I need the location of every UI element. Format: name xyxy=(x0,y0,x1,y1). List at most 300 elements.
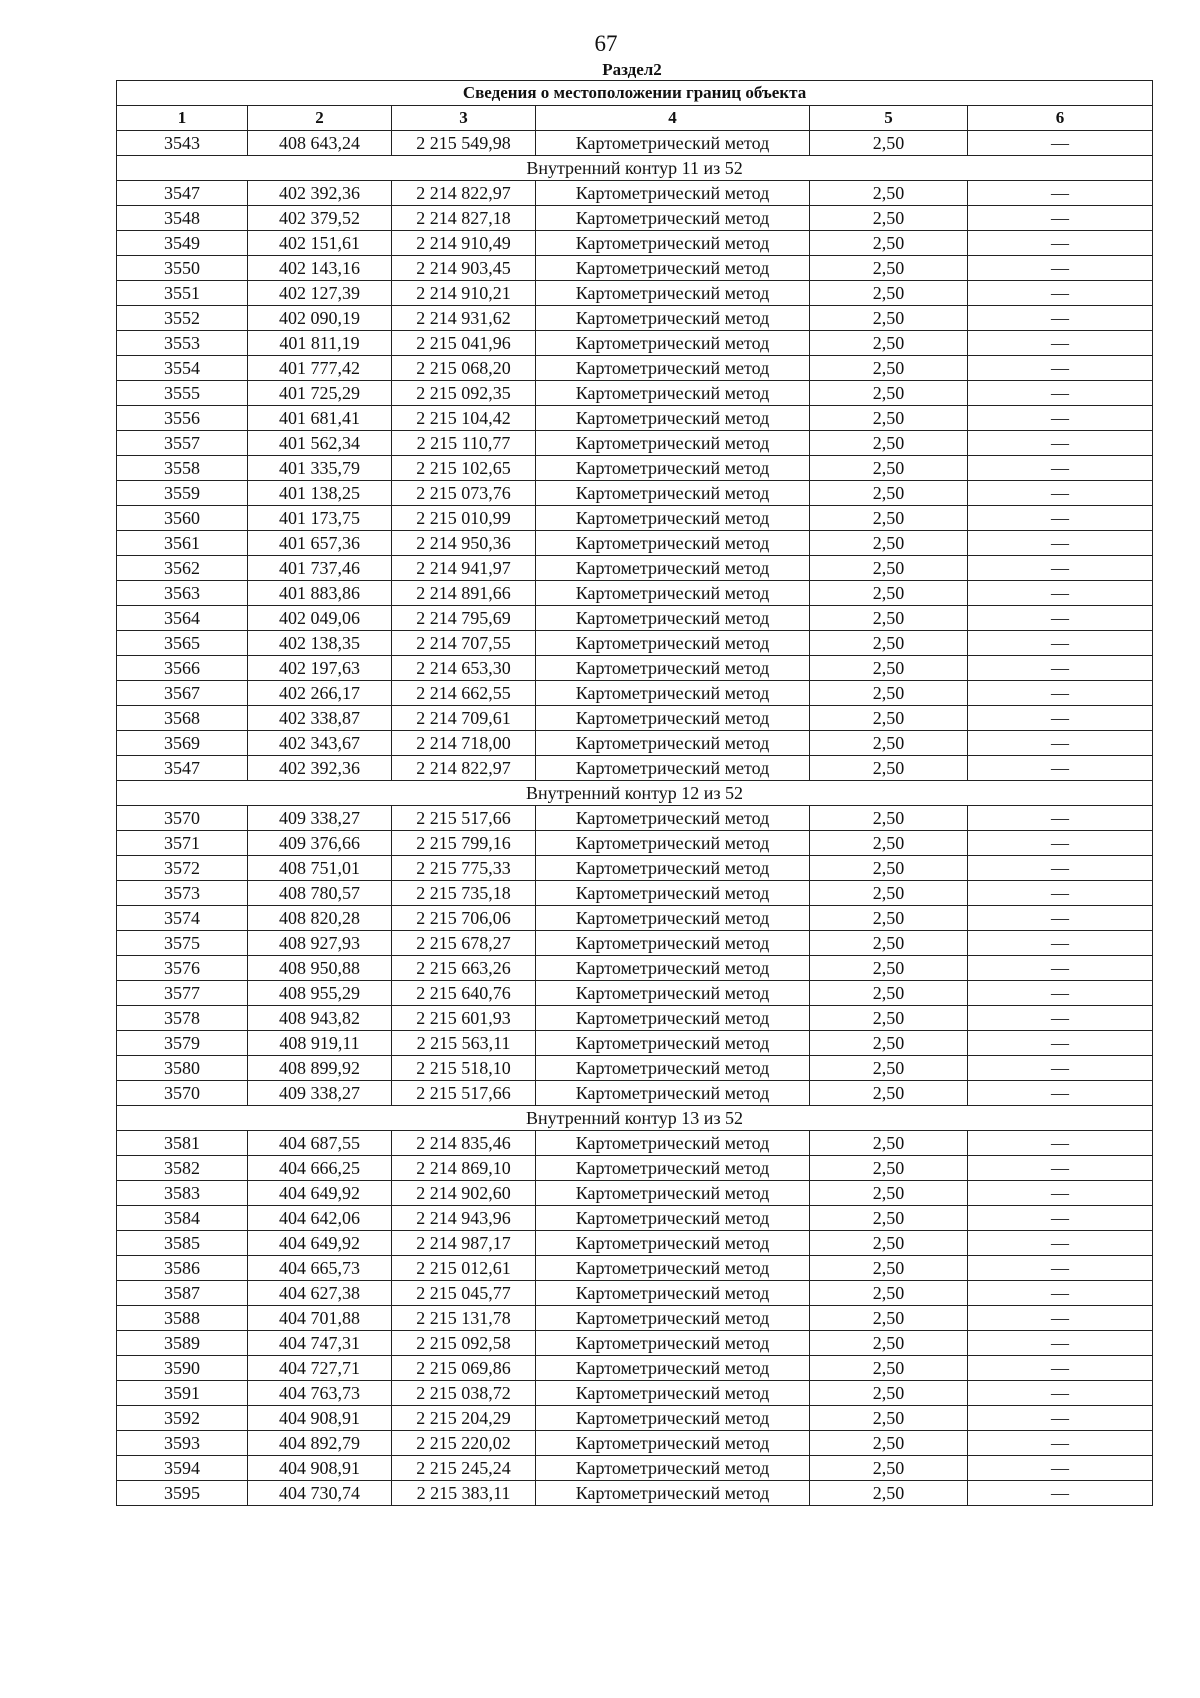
point-number-cell: 3582 xyxy=(117,1156,248,1181)
accuracy-cell: 2,50 xyxy=(810,956,968,981)
accuracy-cell: 2,50 xyxy=(810,1206,968,1231)
y-coordinate-cell: 2 215 068,20 xyxy=(392,356,536,381)
table-row xyxy=(117,581,1153,606)
description-cell: — xyxy=(968,906,1153,931)
table-row xyxy=(117,931,1153,956)
table-row xyxy=(117,756,1153,781)
table-row xyxy=(117,1006,1153,1031)
accuracy-cell: 2,50 xyxy=(810,1306,968,1331)
y-coordinate-cell: 2 215 245,24 xyxy=(392,1456,536,1481)
accuracy-cell: 2,50 xyxy=(810,1331,968,1356)
method-cell: Картометрический метод xyxy=(536,856,810,881)
accuracy-cell: 2,50 xyxy=(810,1156,968,1181)
y-coordinate-cell: 2 215 601,93 xyxy=(392,1006,536,1031)
method-cell: Картометрический метод xyxy=(536,1256,810,1281)
description-cell: — xyxy=(968,1306,1153,1331)
table-row xyxy=(117,1056,1153,1081)
x-coordinate-cell: 401 138,25 xyxy=(248,481,392,506)
x-coordinate-cell: 402 338,87 xyxy=(248,706,392,731)
accuracy-cell: 2,50 xyxy=(810,256,968,281)
method-cell: Картометрический метод xyxy=(536,706,810,731)
x-coordinate-cell: 401 811,19 xyxy=(248,331,392,356)
x-coordinate-cell: 408 955,29 xyxy=(248,981,392,1006)
table-row xyxy=(117,281,1153,306)
description-cell: — xyxy=(968,1281,1153,1306)
description-cell: — xyxy=(968,706,1153,731)
accuracy-cell: 2,50 xyxy=(810,231,968,256)
point-number-cell: 3566 xyxy=(117,656,248,681)
method-cell: Картометрический метод xyxy=(536,631,810,656)
y-coordinate-cell: 2 214 987,17 xyxy=(392,1231,536,1256)
method-cell: Картометрический метод xyxy=(536,506,810,531)
accuracy-cell: 2,50 xyxy=(810,856,968,881)
x-coordinate-cell: 408 751,01 xyxy=(248,856,392,881)
description-cell: — xyxy=(968,806,1153,831)
description-cell: — xyxy=(968,1231,1153,1256)
y-coordinate-cell: 2 215 518,10 xyxy=(392,1056,536,1081)
table-row xyxy=(117,1281,1153,1306)
method-cell: Картометрический метод xyxy=(536,256,810,281)
description-cell: — xyxy=(968,1456,1153,1481)
accuracy-cell: 2,50 xyxy=(810,131,968,156)
description-cell: — xyxy=(968,656,1153,681)
point-number-cell: 3584 xyxy=(117,1206,248,1231)
accuracy-cell: 2,50 xyxy=(810,581,968,606)
method-cell: Картометрический метод xyxy=(536,731,810,756)
accuracy-cell: 2,50 xyxy=(810,1356,968,1381)
description-cell: — xyxy=(968,1156,1153,1181)
y-coordinate-cell: 2 214 903,45 xyxy=(392,256,536,281)
table-row xyxy=(117,1306,1153,1331)
table-row xyxy=(117,1156,1153,1181)
method-cell: Картометрический метод xyxy=(536,456,810,481)
point-number-cell: 3580 xyxy=(117,1056,248,1081)
table-row xyxy=(117,256,1153,281)
x-coordinate-cell: 402 379,52 xyxy=(248,206,392,231)
x-coordinate-cell: 408 950,88 xyxy=(248,956,392,981)
x-coordinate-cell: 404 892,79 xyxy=(248,1431,392,1456)
method-cell: Картометрический метод xyxy=(536,356,810,381)
method-cell: Картометрический метод xyxy=(536,1056,810,1081)
y-coordinate-cell: 2 214 950,36 xyxy=(392,531,536,556)
x-coordinate-cell: 402 090,19 xyxy=(248,306,392,331)
accuracy-cell: 2,50 xyxy=(810,1281,968,1306)
table-row xyxy=(117,606,1153,631)
description-cell: — xyxy=(968,181,1153,206)
description-cell: — xyxy=(968,231,1153,256)
description-cell: — xyxy=(968,1431,1153,1456)
column-number-row xyxy=(117,106,1153,131)
x-coordinate-cell: 401 562,34 xyxy=(248,431,392,456)
accuracy-cell: 2,50 xyxy=(810,831,968,856)
method-cell: Картометрический метод xyxy=(536,756,810,781)
x-coordinate-cell: 408 820,28 xyxy=(248,906,392,931)
point-number-cell: 3553 xyxy=(117,331,248,356)
point-number-cell: 3570 xyxy=(117,1081,248,1106)
table-row xyxy=(117,1406,1153,1431)
method-cell: Картометрический метод xyxy=(536,1181,810,1206)
accuracy-cell: 2,50 xyxy=(810,1456,968,1481)
y-coordinate-cell: 2 215 563,11 xyxy=(392,1031,536,1056)
accuracy-cell: 2,50 xyxy=(810,756,968,781)
method-cell: Картометрический метод xyxy=(536,1031,810,1056)
method-cell: Картометрический метод xyxy=(536,206,810,231)
accuracy-cell: 2,50 xyxy=(810,1481,968,1506)
y-coordinate-cell: 2 215 073,76 xyxy=(392,481,536,506)
table-row xyxy=(117,831,1153,856)
y-coordinate-cell: 2 214 891,66 xyxy=(392,581,536,606)
description-cell: — xyxy=(968,1031,1153,1056)
column-number: 5 xyxy=(810,106,968,131)
point-number-cell: 3570 xyxy=(117,806,248,831)
table-row xyxy=(117,1256,1153,1281)
table-row xyxy=(117,1356,1153,1381)
point-number-cell: 3579 xyxy=(117,1031,248,1056)
y-coordinate-cell: 2 215 092,58 xyxy=(392,1331,536,1356)
y-coordinate-cell: 2 215 517,66 xyxy=(392,1081,536,1106)
accuracy-cell: 2,50 xyxy=(810,456,968,481)
method-cell: Картометрический метод xyxy=(536,231,810,256)
accuracy-cell: 2,50 xyxy=(810,606,968,631)
accuracy-cell: 2,50 xyxy=(810,181,968,206)
method-cell: Картометрический метод xyxy=(536,181,810,206)
y-coordinate-cell: 2 214 827,18 xyxy=(392,206,536,231)
point-number-cell: 3577 xyxy=(117,981,248,1006)
point-number-cell: 3591 xyxy=(117,1381,248,1406)
description-cell: — xyxy=(968,556,1153,581)
method-cell: Картометрический метод xyxy=(536,581,810,606)
description-cell: — xyxy=(968,731,1153,756)
point-number-cell: 3559 xyxy=(117,481,248,506)
y-coordinate-cell: 2 215 010,99 xyxy=(392,506,536,531)
y-coordinate-cell: 2 215 775,33 xyxy=(392,856,536,881)
method-cell: Картометрический метод xyxy=(536,1306,810,1331)
table-row xyxy=(117,481,1153,506)
table-row xyxy=(117,906,1153,931)
table-row xyxy=(117,531,1153,556)
table-row xyxy=(117,1231,1153,1256)
point-number-cell: 3592 xyxy=(117,1406,248,1431)
point-number-cell: 3567 xyxy=(117,681,248,706)
accuracy-cell: 2,50 xyxy=(810,1406,968,1431)
description-cell: — xyxy=(968,1481,1153,1506)
contour-header-row xyxy=(117,1106,1153,1131)
description-cell: — xyxy=(968,1056,1153,1081)
y-coordinate-cell: 2 215 102,65 xyxy=(392,456,536,481)
description-cell: — xyxy=(968,506,1153,531)
x-coordinate-cell: 404 701,88 xyxy=(248,1306,392,1331)
x-coordinate-cell: 404 649,92 xyxy=(248,1231,392,1256)
x-coordinate-cell: 404 665,73 xyxy=(248,1256,392,1281)
y-coordinate-cell: 2 215 069,86 xyxy=(392,1356,536,1381)
x-coordinate-cell: 401 681,41 xyxy=(248,406,392,431)
point-number-cell: 3585 xyxy=(117,1231,248,1256)
point-number-cell: 3552 xyxy=(117,306,248,331)
accuracy-cell: 2,50 xyxy=(810,906,968,931)
point-number-cell: 3562 xyxy=(117,556,248,581)
accuracy-cell: 2,50 xyxy=(810,981,968,1006)
point-number-cell: 3588 xyxy=(117,1306,248,1331)
method-cell: Картометрический метод xyxy=(536,1481,810,1506)
point-number-cell: 3576 xyxy=(117,956,248,981)
point-number-cell: 3590 xyxy=(117,1356,248,1381)
description-cell: — xyxy=(968,1381,1153,1406)
point-number-cell: 3593 xyxy=(117,1431,248,1456)
column-number: 2 xyxy=(248,106,392,131)
y-coordinate-cell: 2 215 204,29 xyxy=(392,1406,536,1431)
table-row xyxy=(117,381,1153,406)
accuracy-cell: 2,50 xyxy=(810,656,968,681)
y-coordinate-cell: 2 215 663,26 xyxy=(392,956,536,981)
point-number-cell: 3594 xyxy=(117,1456,248,1481)
x-coordinate-cell: 408 780,57 xyxy=(248,881,392,906)
accuracy-cell: 2,50 xyxy=(810,1381,968,1406)
x-coordinate-cell: 404 666,25 xyxy=(248,1156,392,1181)
method-cell: Картометрический метод xyxy=(536,681,810,706)
y-coordinate-cell: 2 214 653,30 xyxy=(392,656,536,681)
x-coordinate-cell: 402 392,36 xyxy=(248,181,392,206)
accuracy-cell: 2,50 xyxy=(810,356,968,381)
method-cell: Картометрический метод xyxy=(536,306,810,331)
description-cell: — xyxy=(968,281,1153,306)
description-cell: — xyxy=(968,431,1153,456)
y-coordinate-cell: 2 215 640,76 xyxy=(392,981,536,1006)
table-row xyxy=(117,1206,1153,1231)
description-cell: — xyxy=(968,1131,1153,1156)
point-number-cell: 3543 xyxy=(117,131,248,156)
accuracy-cell: 2,50 xyxy=(810,556,968,581)
x-coordinate-cell: 404 649,92 xyxy=(248,1181,392,1206)
accuracy-cell: 2,50 xyxy=(810,481,968,506)
accuracy-cell: 2,50 xyxy=(810,806,968,831)
point-number-cell: 3563 xyxy=(117,581,248,606)
y-coordinate-cell: 2 215 383,11 xyxy=(392,1481,536,1506)
x-coordinate-cell: 409 338,27 xyxy=(248,1081,392,1106)
method-cell: Картометрический метод xyxy=(536,1456,810,1481)
description-cell: — xyxy=(968,1406,1153,1431)
table-body xyxy=(117,131,1153,1506)
description-cell: — xyxy=(968,881,1153,906)
description-cell: — xyxy=(968,381,1153,406)
description-cell: — xyxy=(968,831,1153,856)
accuracy-cell: 2,50 xyxy=(810,531,968,556)
table-row xyxy=(117,1481,1153,1506)
y-coordinate-cell: 2 215 110,77 xyxy=(392,431,536,456)
method-cell: Картометрический метод xyxy=(536,481,810,506)
table-row xyxy=(117,431,1153,456)
y-coordinate-cell: 2 215 092,35 xyxy=(392,381,536,406)
description-cell: — xyxy=(968,206,1153,231)
method-cell: Картометрический метод xyxy=(536,831,810,856)
x-coordinate-cell: 408 927,93 xyxy=(248,931,392,956)
column-number: 4 xyxy=(536,106,810,131)
x-coordinate-cell: 404 908,91 xyxy=(248,1406,392,1431)
description-cell: — xyxy=(968,1081,1153,1106)
contour-label: Внутренний контур 12 из 52 xyxy=(117,781,1153,806)
table-row xyxy=(117,1456,1153,1481)
y-coordinate-cell: 2 214 835,46 xyxy=(392,1131,536,1156)
x-coordinate-cell: 402 049,06 xyxy=(248,606,392,631)
point-number-cell: 3560 xyxy=(117,506,248,531)
method-cell: Картометрический метод xyxy=(536,956,810,981)
accuracy-cell: 2,50 xyxy=(810,1231,968,1256)
x-coordinate-cell: 404 642,06 xyxy=(248,1206,392,1231)
method-cell: Картометрический метод xyxy=(536,981,810,1006)
y-coordinate-cell: 2 215 517,66 xyxy=(392,806,536,831)
point-number-cell: 3555 xyxy=(117,381,248,406)
accuracy-cell: 2,50 xyxy=(810,731,968,756)
method-cell: Картометрический метод xyxy=(536,331,810,356)
y-coordinate-cell: 2 215 041,96 xyxy=(392,331,536,356)
table-row xyxy=(117,406,1153,431)
x-coordinate-cell: 401 737,46 xyxy=(248,556,392,581)
method-cell: Картометрический метод xyxy=(536,1131,810,1156)
point-number-cell: 3548 xyxy=(117,206,248,231)
y-coordinate-cell: 2 215 104,42 xyxy=(392,406,536,431)
table-row xyxy=(117,631,1153,656)
x-coordinate-cell: 408 643,24 xyxy=(248,131,392,156)
table-row xyxy=(117,1431,1153,1456)
accuracy-cell: 2,50 xyxy=(810,881,968,906)
method-cell: Картометрический метод xyxy=(536,531,810,556)
point-number-cell: 3561 xyxy=(117,531,248,556)
x-coordinate-cell: 404 730,74 xyxy=(248,1481,392,1506)
table-row xyxy=(117,1381,1153,1406)
y-coordinate-cell: 2 214 910,49 xyxy=(392,231,536,256)
table-row xyxy=(117,1131,1153,1156)
y-coordinate-cell: 2 214 822,97 xyxy=(392,181,536,206)
description-cell: — xyxy=(968,1256,1153,1281)
method-cell: Картометрический метод xyxy=(536,1356,810,1381)
accuracy-cell: 2,50 xyxy=(810,706,968,731)
x-coordinate-cell: 401 777,42 xyxy=(248,356,392,381)
x-coordinate-cell: 402 343,67 xyxy=(248,731,392,756)
point-number-cell: 3587 xyxy=(117,1281,248,1306)
accuracy-cell: 2,50 xyxy=(810,1256,968,1281)
accuracy-cell: 2,50 xyxy=(810,506,968,531)
table-row xyxy=(117,981,1153,1006)
accuracy-cell: 2,50 xyxy=(810,1031,968,1056)
contour-label: Внутренний контур 11 из 52 xyxy=(117,156,1153,181)
table-row xyxy=(117,1081,1153,1106)
point-number-cell: 3565 xyxy=(117,631,248,656)
point-number-cell: 3556 xyxy=(117,406,248,431)
method-cell: Картометрический метод xyxy=(536,1081,810,1106)
x-coordinate-cell: 401 657,36 xyxy=(248,531,392,556)
table-row xyxy=(117,681,1153,706)
x-coordinate-cell: 404 627,38 xyxy=(248,1281,392,1306)
x-coordinate-cell: 408 943,82 xyxy=(248,1006,392,1031)
method-cell: Картометрический метод xyxy=(536,806,810,831)
description-cell: — xyxy=(968,331,1153,356)
y-coordinate-cell: 2 214 941,97 xyxy=(392,556,536,581)
y-coordinate-cell: 2 214 795,69 xyxy=(392,606,536,631)
x-coordinate-cell: 402 143,16 xyxy=(248,256,392,281)
table-row xyxy=(117,231,1153,256)
x-coordinate-cell: 404 763,73 xyxy=(248,1381,392,1406)
description-cell: — xyxy=(968,131,1153,156)
x-coordinate-cell: 404 747,31 xyxy=(248,1331,392,1356)
x-coordinate-cell: 409 338,27 xyxy=(248,806,392,831)
table-row xyxy=(117,1331,1153,1356)
accuracy-cell: 2,50 xyxy=(810,331,968,356)
method-cell: Картометрический метод xyxy=(536,1206,810,1231)
table-row xyxy=(117,856,1153,881)
point-number-cell: 3564 xyxy=(117,606,248,631)
column-number: 3 xyxy=(392,106,536,131)
method-cell: Картометрический метод xyxy=(536,381,810,406)
table-row xyxy=(117,306,1153,331)
description-cell: — xyxy=(968,1181,1153,1206)
x-coordinate-cell: 402 151,61 xyxy=(248,231,392,256)
point-number-cell: 3573 xyxy=(117,881,248,906)
contour-header-row xyxy=(117,781,1153,806)
accuracy-cell: 2,50 xyxy=(810,1006,968,1031)
description-cell: — xyxy=(968,1356,1153,1381)
description-cell: — xyxy=(968,856,1153,881)
x-coordinate-cell: 408 919,11 xyxy=(248,1031,392,1056)
x-coordinate-cell: 409 376,66 xyxy=(248,831,392,856)
point-number-cell: 3595 xyxy=(117,1481,248,1506)
y-coordinate-cell: 2 214 718,00 xyxy=(392,731,536,756)
point-number-cell: 3586 xyxy=(117,1256,248,1281)
point-number-cell: 3589 xyxy=(117,1331,248,1356)
accuracy-cell: 2,50 xyxy=(810,931,968,956)
accuracy-cell: 2,50 xyxy=(810,1056,968,1081)
point-number-cell: 3551 xyxy=(117,281,248,306)
table-row xyxy=(117,806,1153,831)
description-cell: — xyxy=(968,1206,1153,1231)
point-number-cell: 3581 xyxy=(117,1131,248,1156)
description-cell: — xyxy=(968,531,1153,556)
method-cell: Картометрический метод xyxy=(536,431,810,456)
description-cell: — xyxy=(968,481,1153,506)
point-number-cell: 3547 xyxy=(117,756,248,781)
y-coordinate-cell: 2 215 012,61 xyxy=(392,1256,536,1281)
method-cell: Картометрический метод xyxy=(536,281,810,306)
point-number-cell: 3574 xyxy=(117,906,248,931)
accuracy-cell: 2,50 xyxy=(810,1081,968,1106)
description-cell: — xyxy=(968,356,1153,381)
x-coordinate-cell: 402 197,63 xyxy=(248,656,392,681)
method-cell: Картометрический метод xyxy=(536,556,810,581)
y-coordinate-cell: 2 214 902,60 xyxy=(392,1181,536,1206)
method-cell: Картометрический метод xyxy=(536,1156,810,1181)
y-coordinate-cell: 2 214 822,97 xyxy=(392,756,536,781)
accuracy-cell: 2,50 xyxy=(810,681,968,706)
table-row xyxy=(117,331,1153,356)
column-number: 6 xyxy=(968,106,1153,131)
accuracy-cell: 2,50 xyxy=(810,631,968,656)
x-coordinate-cell: 402 138,35 xyxy=(248,631,392,656)
accuracy-cell: 2,50 xyxy=(810,431,968,456)
point-number-cell: 3547 xyxy=(117,181,248,206)
contour-label: Внутренний контур 13 из 52 xyxy=(117,1106,1153,1131)
y-coordinate-cell: 2 214 707,55 xyxy=(392,631,536,656)
table-row xyxy=(117,881,1153,906)
accuracy-cell: 2,50 xyxy=(810,306,968,331)
x-coordinate-cell: 404 687,55 xyxy=(248,1131,392,1156)
point-number-cell: 3578 xyxy=(117,1006,248,1031)
method-cell: Картометрический метод xyxy=(536,1006,810,1031)
table-row xyxy=(117,1181,1153,1206)
method-cell: Картометрический метод xyxy=(536,1381,810,1406)
description-cell: — xyxy=(968,581,1153,606)
method-cell: Картометрический метод xyxy=(536,1281,810,1306)
method-cell: Картометрический метод xyxy=(536,881,810,906)
description-cell: — xyxy=(968,456,1153,481)
table-row xyxy=(117,356,1153,381)
